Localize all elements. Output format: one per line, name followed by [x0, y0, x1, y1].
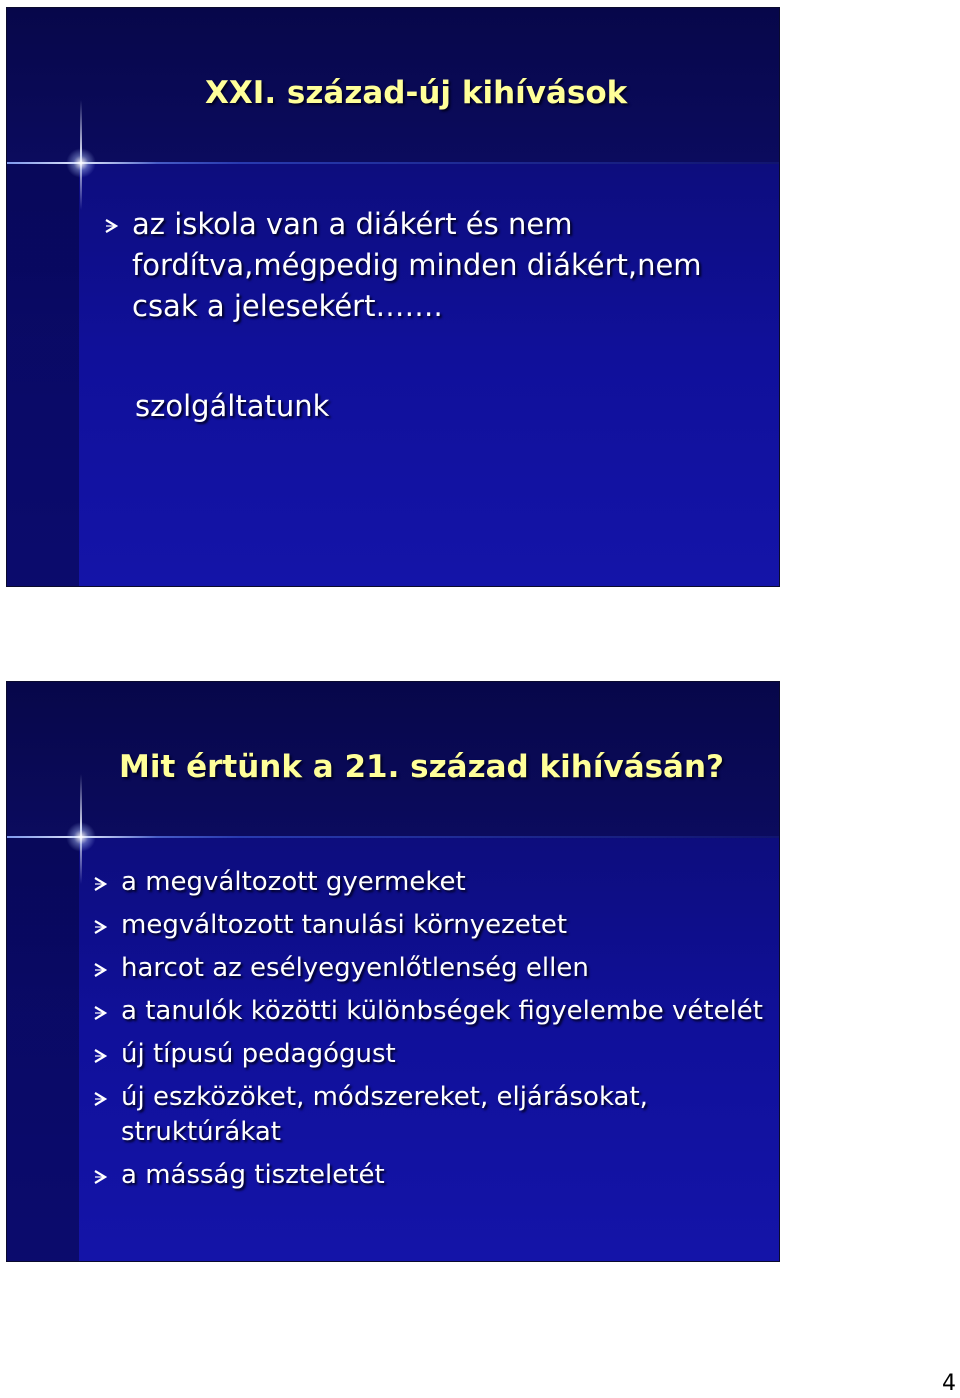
list-item	[121, 865, 780, 900]
list-item	[121, 908, 780, 943]
arrow-bullet-icon	[93, 1091, 107, 1107]
list-item-text: a megváltozott gyermeket	[121, 867, 466, 897]
arrow-bullet-icon	[104, 218, 118, 234]
list-item	[121, 1158, 780, 1193]
page-number: 4	[942, 1371, 956, 1396]
list-item-text: harcot az esélyegyenlőtlenség ellen	[121, 953, 589, 983]
list-item	[121, 994, 780, 1029]
arrow-bullet-icon	[93, 1048, 107, 1064]
arrow-bullet-icon	[93, 962, 107, 978]
bullet-list	[132, 204, 772, 327]
list-item-text: az iskola van a diákért és nem fordítva,mégpedig minden diákért,nem csak a jelesekért…….	[132, 207, 702, 323]
slide-title: XXI. század-új kihívások	[205, 75, 628, 111]
slide-subtext: szolgáltatunk	[135, 389, 330, 423]
list-item-text: a tanulók közötti különbségek figyelembe vételét	[121, 996, 763, 1026]
slide-2	[6, 681, 780, 1262]
slide-title: Mit értünk a 21. század kihívásán?	[119, 749, 725, 785]
list-item-text: új eszközöket, módszereket, eljárásokat, struktúrákat	[121, 1082, 648, 1147]
arrow-bullet-icon	[93, 876, 107, 892]
arrow-bullet-icon	[93, 1169, 107, 1185]
arrow-bullet-icon	[93, 1005, 107, 1021]
list-item	[121, 1037, 780, 1072]
bullet-list	[121, 865, 780, 1201]
list-item	[132, 204, 772, 327]
list-item-text: megváltozott tanulási környezetet	[121, 910, 568, 940]
list-item-text: új típusú pedagógust	[121, 1039, 396, 1069]
list-item-text: a másság tiszteletét	[121, 1160, 385, 1190]
list-item	[121, 1080, 780, 1150]
list-item	[121, 951, 780, 986]
arrow-bullet-icon	[93, 919, 107, 935]
slide-1	[6, 7, 780, 587]
